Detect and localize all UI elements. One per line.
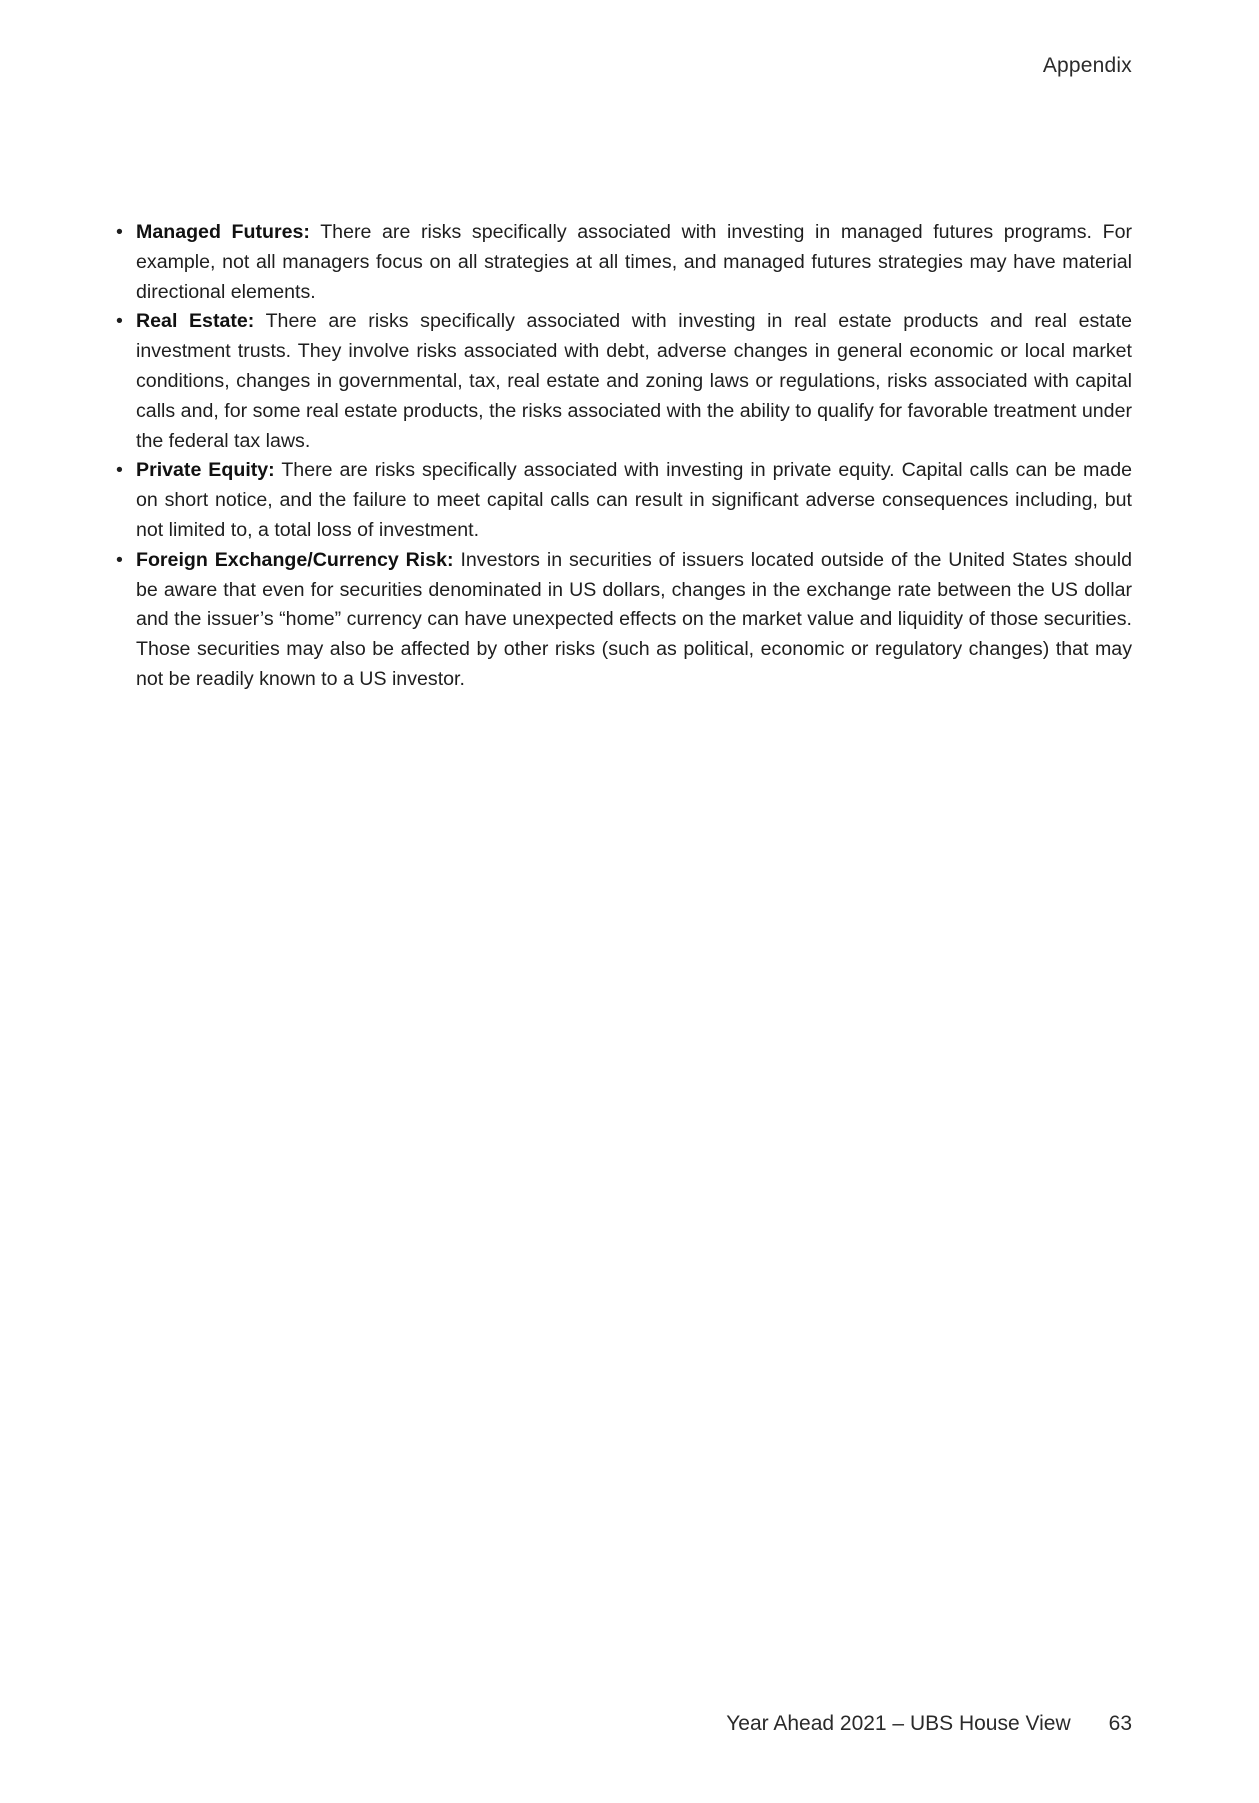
list-item-managed-futures <box>116 218 1132 307</box>
bullet-term: Foreign Exchange/Currency Risk: <box>136 548 454 571</box>
page-footer <box>726 1712 1132 1736</box>
bullet-icon: • <box>116 459 123 482</box>
bullet-text: There are risks specifically associated with investing in managed futures programs. For example, not all managers focus on all strategies at all times, and managed futures strategies may have material directional elements. <box>136 221 1132 303</box>
bullet-text: There are risks specifically associated with investing in private equity. Capital calls can be made on short notice, and the failure to meet capital calls can result in significant adverse consequences including, but not limited to, a total loss of investment. <box>136 459 1132 541</box>
bullet-term: Private Equity: <box>136 459 275 482</box>
risk-disclosure-list <box>116 218 1132 695</box>
bullet-icon: • <box>116 548 123 571</box>
list-item-currency-risk <box>116 546 1132 695</box>
list-item-real-estate <box>116 307 1132 456</box>
bullet-term: Managed Futures: <box>136 221 310 243</box>
publication-title: Year Ahead 2021 – UBS House View <box>726 1712 1071 1735</box>
page-number: 63 <box>1108 1712 1132 1735</box>
bullet-text: Investors in securities of issuers located outside of the United States should be aware that even for securities denominated in US dollars, changes in the exchange rate between the US dollar and the issuer’s “home” currency can have unexpected effects on the market value and liquidity of those securities. Those securities may also be affected by other risks (such as political, economic or regulatory changes) that may not be readily known to a US investor. <box>136 548 1132 690</box>
bullet-text: There are risks specifically associated with investing in real estate products and real estate investment trusts. They involve risks associated with debt, adverse changes in general economic or local market conditions, changes in governmental, tax, real estate and zoning laws or regulations, risks associated with capital calls and, for some real estate products, the risks associated with the ability to qualify for favorable treatment under the federal tax laws. <box>136 310 1132 452</box>
bullet-icon: • <box>116 310 123 333</box>
bullet-icon: • <box>116 221 123 243</box>
bullet-term: Real Estate: <box>136 310 255 333</box>
list-item-private-equity <box>116 456 1132 545</box>
running-header: Appendix <box>1042 54 1132 77</box>
